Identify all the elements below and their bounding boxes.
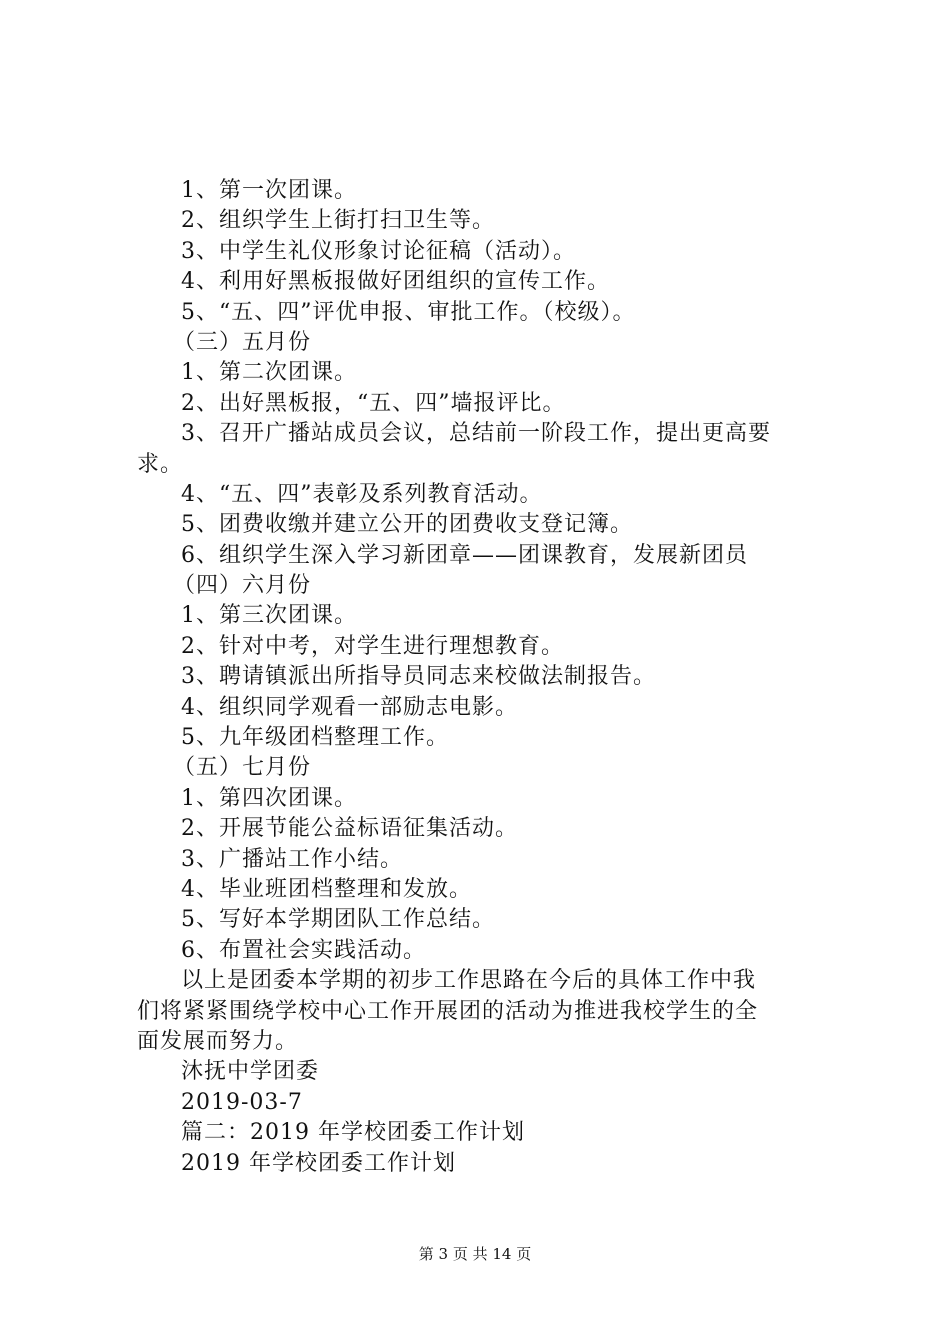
text-line: 2019-03-7 [181,1089,303,1115]
text-line: 5、团费收缴并建立公开的团费收支登记簿。 [181,512,633,538]
text-line: 以上是团委本学期的初步工作思路在今后的具体工作中我 [181,968,757,994]
text-line: （五）七月份 [173,755,312,781]
text-line: 6、组织学生深入学习新团章——团课教育，发展新团员 [181,542,748,568]
text-line: 们将紧紧围绕学校中心工作开展团的活动为推进我校学生的全 [137,998,759,1024]
text-line: 6、布置社会实践活动。 [181,937,426,963]
text-line: 2、组织学生上街打扫卫生等。 [181,208,495,234]
text-line: 5、九年级团档整理工作。 [181,725,449,751]
text-line: 求。 [137,451,184,477]
text-line: 1、第四次团课。 [181,785,357,811]
text-line: 沐抚中学团委 [181,1059,320,1085]
text-line: 2、开展节能公益标语征集活动。 [181,816,518,842]
text-line: 3、中学生礼仪形象讨论征稿（活动）。 [181,238,576,264]
text-line: 面发展而努力。 [137,1028,299,1054]
text-line: 5、“五、四”评优申报、审批工作。（校级）。 [181,299,636,325]
text-line: 2、出好黑板报，“五、四”墙报评比。 [181,390,566,416]
text-line: 1、第三次团课。 [181,603,357,629]
text-line: （四）六月份 [173,573,312,599]
document-body [137,176,837,1179]
text-line: 4、利用好黑板报做好团组织的宣传工作。 [181,269,610,295]
text-line: 2019 年学校团委工作计划 [181,1150,456,1176]
text-line: 4、毕业班团档整理和发放。 [181,876,472,902]
text-line: 3、聘请镇派出所指导员同志来校做法制报告。 [181,664,656,690]
page-footer: 第 3 页 共 14 页 [418,1245,532,1263]
text-line: 3、召开广播站成员会议，总结前一阶段工作，提出更高要 [181,421,771,447]
text-line: 4、组织同学观看一部励志电影。 [181,694,518,720]
text-line: 2、针对中考，对学生进行理想教育。 [181,633,564,659]
text-line: 5、写好本学期团队工作总结。 [181,907,495,933]
text-line: 3、广播站工作小结。 [181,846,403,872]
text-line: 4、“五、四”表彰及系列教育活动。 [181,481,543,507]
text-line: 篇二：2019 年学校团委工作计划 [181,1120,525,1146]
text-line: 1、第一次团课。 [181,178,357,203]
text-line: 1、第二次团课。 [181,360,357,386]
text-line: （三）五月份 [173,329,312,355]
